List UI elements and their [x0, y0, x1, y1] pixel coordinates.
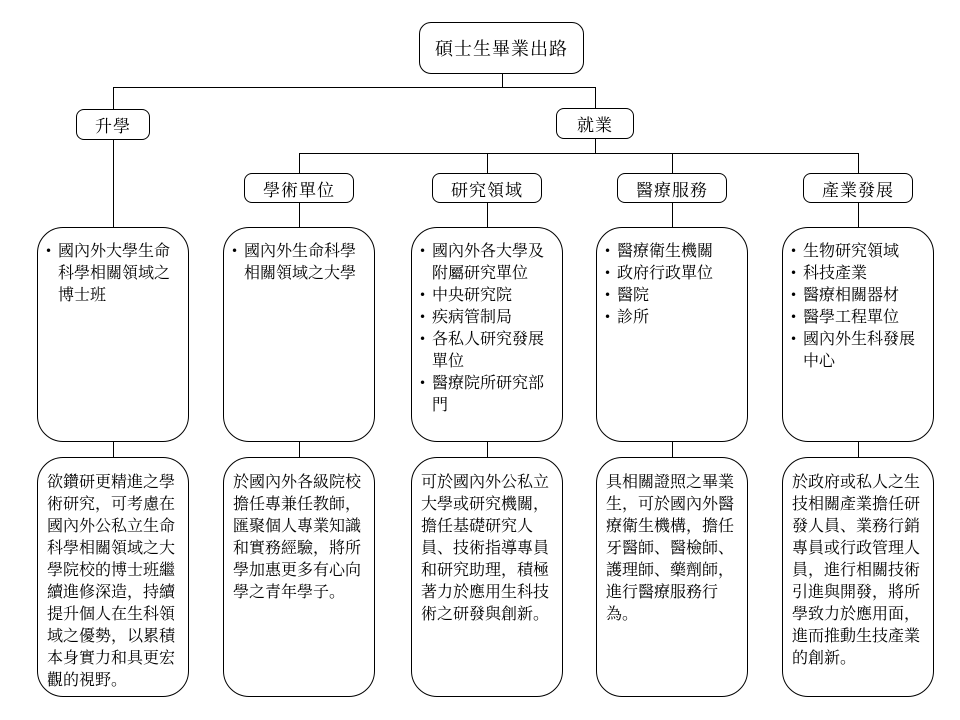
connector-col1-to-desc	[113, 442, 114, 457]
description-text: 欲鑽研更精進之學術研究，可考慮在國內外公私立生命科學相關領域之大學院校的博士班繼續進修深造，持續提升個人在生科領域之優勢，以累積本身實力和具更宏觀的視野。	[47, 472, 176, 689]
bullet-box-medical	[596, 227, 748, 442]
bullet-box-study	[37, 227, 189, 442]
description-text: 可於國內外公私立大學或研究機關，擔任基礎研究人員、技術指導專員和研究助理，積極著力於應用生科技術之研發與創新。	[421, 472, 550, 623]
connector-to-academic	[299, 153, 300, 173]
bullet-item: • 各私人研究發展單位	[419, 328, 559, 372]
category-medical-label: 醫療服務	[636, 180, 708, 201]
bullet-item: • 國內外大學生命科學相關領域之博士班	[45, 240, 185, 306]
category-academic-label: 學術單位	[263, 180, 335, 201]
category-node-academic	[244, 173, 354, 203]
connector-level1-horizontal	[113, 87, 596, 88]
connector-to-work	[595, 87, 596, 108]
connector-research-to-bullets	[487, 203, 488, 227]
description-box-medical	[596, 457, 748, 697]
bullet-item: • 國內外各大學及附屬研究單位	[419, 240, 559, 284]
category-industry-label: 產業發展	[822, 180, 894, 201]
bullet-item: • 政府行政單位	[604, 262, 744, 284]
connector-col3-to-desc	[487, 442, 488, 457]
bullet-item: • 科技產業	[790, 262, 930, 284]
connector-to-industry	[858, 153, 859, 173]
connector-study-to-bullets	[113, 140, 114, 227]
bullet-item: • 醫院	[604, 284, 744, 306]
bullet-item: • 疾病管制局	[419, 306, 559, 328]
connector-to-medical	[672, 153, 673, 173]
category-node-industry	[803, 173, 913, 203]
description-text: 於國內外各級院校擔任專兼任教師，匯聚個人專業知識和實務經驗，將所學加惠更多有心向學之青年學子。	[233, 472, 362, 601]
description-box-academic	[223, 457, 375, 697]
connector-industry-to-bullets	[858, 203, 859, 227]
connector-col4-to-desc	[672, 442, 673, 457]
description-text: 具相關證照之畢業生，可於國內外醫療衛生機構，擔任牙醫師、醫檢師、護理師、藥劑師，進行醫療服務行為。	[606, 472, 735, 623]
connector-work-down	[595, 139, 596, 153]
description-box-research	[411, 457, 563, 697]
branch-node-work	[556, 108, 634, 139]
connector-academic-to-bullets	[299, 203, 300, 227]
bullet-box-industry	[782, 227, 934, 442]
bullet-item: • 醫療相關器材	[790, 284, 930, 306]
branch-work-label: 就業	[577, 116, 613, 136]
branch-study-label: 升學	[95, 117, 131, 137]
bullet-item: • 醫療衛生機關	[604, 240, 744, 262]
bullet-box-academic	[223, 227, 375, 442]
bullet-item: • 醫療院所研究部門	[419, 372, 559, 416]
bullet-item: • 國內外生科發展中心	[790, 328, 930, 372]
root-node-label: 碩士生畢業出路	[435, 39, 568, 60]
branch-node-study	[76, 109, 150, 140]
category-node-research	[432, 173, 542, 203]
root-node	[419, 22, 584, 74]
connector-level2-horizontal	[299, 153, 859, 154]
bullet-item: • 診所	[604, 306, 744, 328]
bullet-item: • 生物研究領域	[790, 240, 930, 262]
description-box-industry	[782, 457, 934, 697]
connector-col5-to-desc	[858, 442, 859, 457]
category-node-medical	[617, 173, 727, 203]
description-box-study	[37, 457, 189, 697]
bullet-box-research	[411, 227, 563, 442]
connector-medical-to-bullets	[672, 203, 673, 227]
bullet-item: • 中央研究院	[419, 284, 559, 306]
connector-to-study	[113, 87, 114, 109]
bullet-item: • 醫學工程單位	[790, 306, 930, 328]
connector-root-down	[502, 74, 503, 87]
category-research-label: 研究領域	[451, 180, 523, 201]
connector-col2-to-desc	[299, 442, 300, 457]
connector-to-research	[487, 153, 488, 173]
bullet-item: • 國內外生命科學相關領域之大學	[231, 240, 371, 284]
description-text: 於政府或私人之生技相關產業擔任研發人員、業務行銷專員或行政管理人員，進行相關技術引進與開發，將所學致力於應用面，進而推動生技產業的創新。	[792, 472, 921, 667]
